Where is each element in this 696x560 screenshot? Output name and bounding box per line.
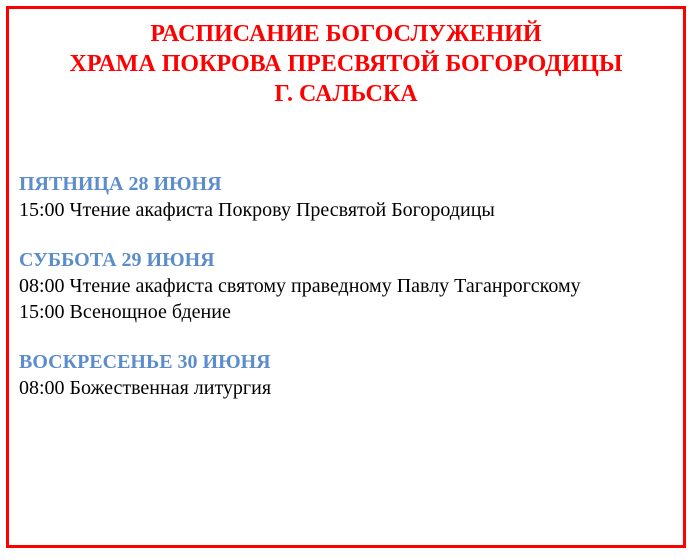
day-heading: ПЯТНИЦА 28 ИЮНЯ bbox=[19, 173, 222, 195]
event-item: 15:00 Чтение акафиста Покрову Пресвятой Богородицы bbox=[19, 199, 495, 221]
day-heading: СУББОТА 29 ИЮНЯ bbox=[19, 249, 215, 271]
event-item: 15:00 Всенощное бдение bbox=[19, 301, 231, 323]
schedule-title bbox=[9, 19, 683, 109]
day-block-saturday bbox=[19, 247, 679, 325]
title-line-3: Г. САЛЬСКА bbox=[274, 81, 418, 107]
schedule-list bbox=[19, 171, 679, 425]
day-block-sunday bbox=[19, 349, 679, 401]
title-line-2: ХРАМА ПОКРОВА ПРЕСВЯТОЙ БОГОРОДИЦЫ bbox=[69, 51, 623, 77]
day-heading: ВОСКРЕСЕНЬЕ 30 ИЮНЯ bbox=[19, 351, 271, 373]
title-line-1: РАСПИСАНИЕ БОГОСЛУЖЕНИЙ bbox=[150, 21, 542, 47]
event-item: 08:00 Чтение акафиста святому праведному Павлу Таганрогскому bbox=[19, 275, 581, 297]
day-block-friday bbox=[19, 171, 679, 223]
event-item: 08:00 Божественная литургия bbox=[19, 377, 272, 399]
schedule-frame bbox=[6, 6, 686, 548]
